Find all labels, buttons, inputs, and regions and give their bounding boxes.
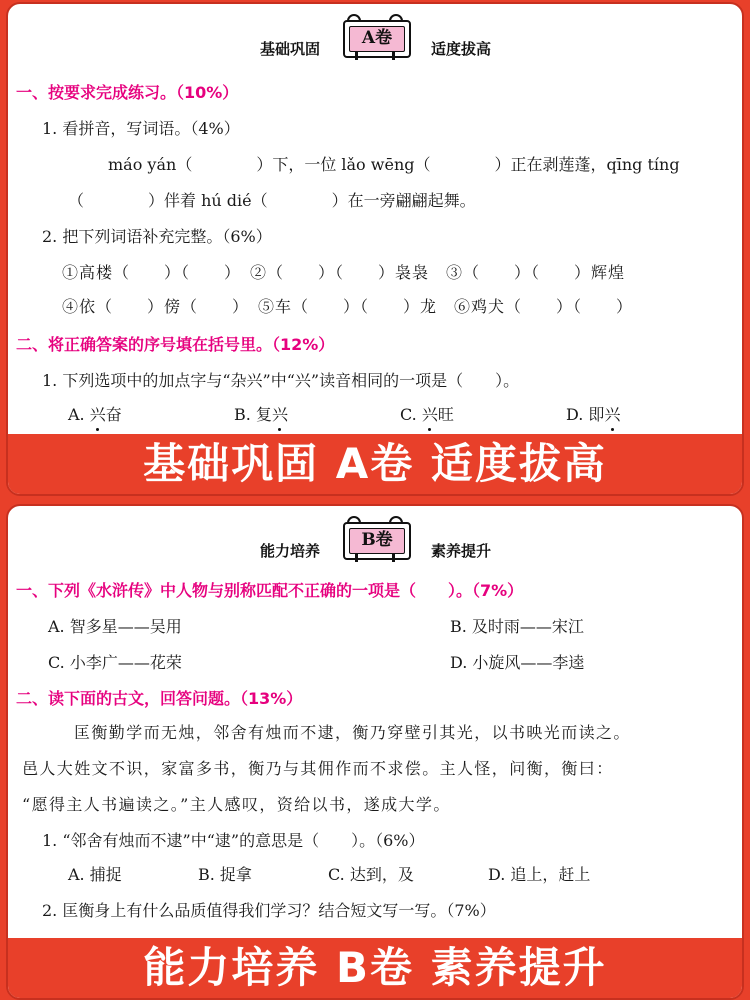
section-title: 一、按要求完成练习。（10%） bbox=[16, 83, 239, 102]
passage-line: 邑人大姓文不识，家富多书，衡乃与其佣作而不求偿。主人怪，问衡，衡曰： bbox=[22, 759, 614, 778]
header-right-text: 适度拔高 bbox=[431, 40, 492, 58]
question-label: 1. “邻舍有烛而不逮”中“逮”的意思是（ ）。（6%） bbox=[42, 831, 425, 850]
panel-b-header bbox=[8, 512, 742, 572]
tv-badge-icon bbox=[339, 14, 411, 60]
option-b: B. 及时雨——宋江 bbox=[450, 617, 584, 636]
banner-b: 能力培养 B卷 素养提升 bbox=[8, 938, 742, 998]
answer-option-c: C. 达到，及 bbox=[328, 865, 414, 884]
dotted-char: 兴 bbox=[421, 405, 438, 424]
dotted-char: 兴 bbox=[89, 405, 106, 424]
option-a: A. 智多星——吴用 bbox=[48, 617, 182, 636]
panel-b bbox=[6, 504, 744, 1000]
option-d: D. 即兴 bbox=[566, 405, 621, 424]
fill-blank-line: ①高楼（ ）（ ） ②（ ）（ ）袅袅 ③（ ）（ ）辉煌 bbox=[62, 263, 626, 282]
dotted-char: 兴 bbox=[604, 405, 621, 424]
option-c: C. 兴旺 bbox=[400, 405, 454, 424]
answer-option-d: D. 追上，赶上 bbox=[488, 865, 591, 884]
option-b: B. 复兴 bbox=[234, 405, 288, 424]
question-label: 1. 看拼音，写词语。（4%） bbox=[42, 119, 240, 138]
header-right-text: 素养提升 bbox=[431, 542, 492, 560]
pinyin-line: máo yán（ ）下，一位 lǎo wēng（ ）正在剥莲蓬，qīng tíng bbox=[108, 155, 680, 174]
answer-option-b: B. 捉拿 bbox=[198, 865, 252, 884]
pinyin-line: （ ）伴着 hú dié（ ）在一旁翩翩起舞。 bbox=[68, 191, 476, 210]
option-d: D. 小旋风——李逵 bbox=[450, 653, 585, 672]
section-title: 二、将正确答案的序号填在括号里。（12%） bbox=[16, 335, 335, 354]
badge-label: B卷 bbox=[349, 528, 405, 554]
header-left-text: 能力培养 bbox=[260, 542, 321, 560]
section-title: 一、下列《水浒传》中人物与别称匹配不正确的一项是（ ）。（7%） bbox=[16, 581, 524, 600]
badge-label: A卷 bbox=[349, 26, 405, 52]
panel-a bbox=[6, 2, 744, 496]
question-label: 1. 下列选项中的加点字与“杂兴”中“兴”读音相同的一项是（ ）。 bbox=[42, 371, 520, 390]
passage-line: “愿得主人书遍读之。”主人感叹，资给以书，遂成大学。 bbox=[22, 795, 451, 814]
answer-option-a: A. 捕捉 bbox=[68, 865, 122, 884]
dotted-char: 兴 bbox=[271, 405, 288, 424]
question-label: 2. 匡衡身上有什么品质值得我们学习？结合短文写一写。（7%） bbox=[42, 901, 496, 920]
section-title: 二、读下面的古文，回答问题。（13%） bbox=[16, 689, 303, 708]
tv-badge-icon bbox=[339, 516, 411, 562]
panel-a-header bbox=[8, 10, 742, 70]
option-a: A. 兴奋 bbox=[68, 405, 122, 424]
passage-line: 匡衡勤学而无烛，邻舍有烛而不逮，衡乃穿壁引其光，以书映光而读之。 bbox=[74, 723, 631, 742]
banner-a: 基础巩固 A卷 适度拔高 bbox=[8, 434, 742, 494]
question-label: 2. 把下列词语补充完整。（6%） bbox=[42, 227, 272, 246]
fill-blank-line: ④依（ ）傍（ ） ⑤车（ ）（ ）龙 ⑥鸡犬（ ）（ ） bbox=[62, 297, 634, 316]
option-c: C. 小李广——花荣 bbox=[48, 653, 182, 672]
header-left-text: 基础巩固 bbox=[260, 40, 321, 58]
